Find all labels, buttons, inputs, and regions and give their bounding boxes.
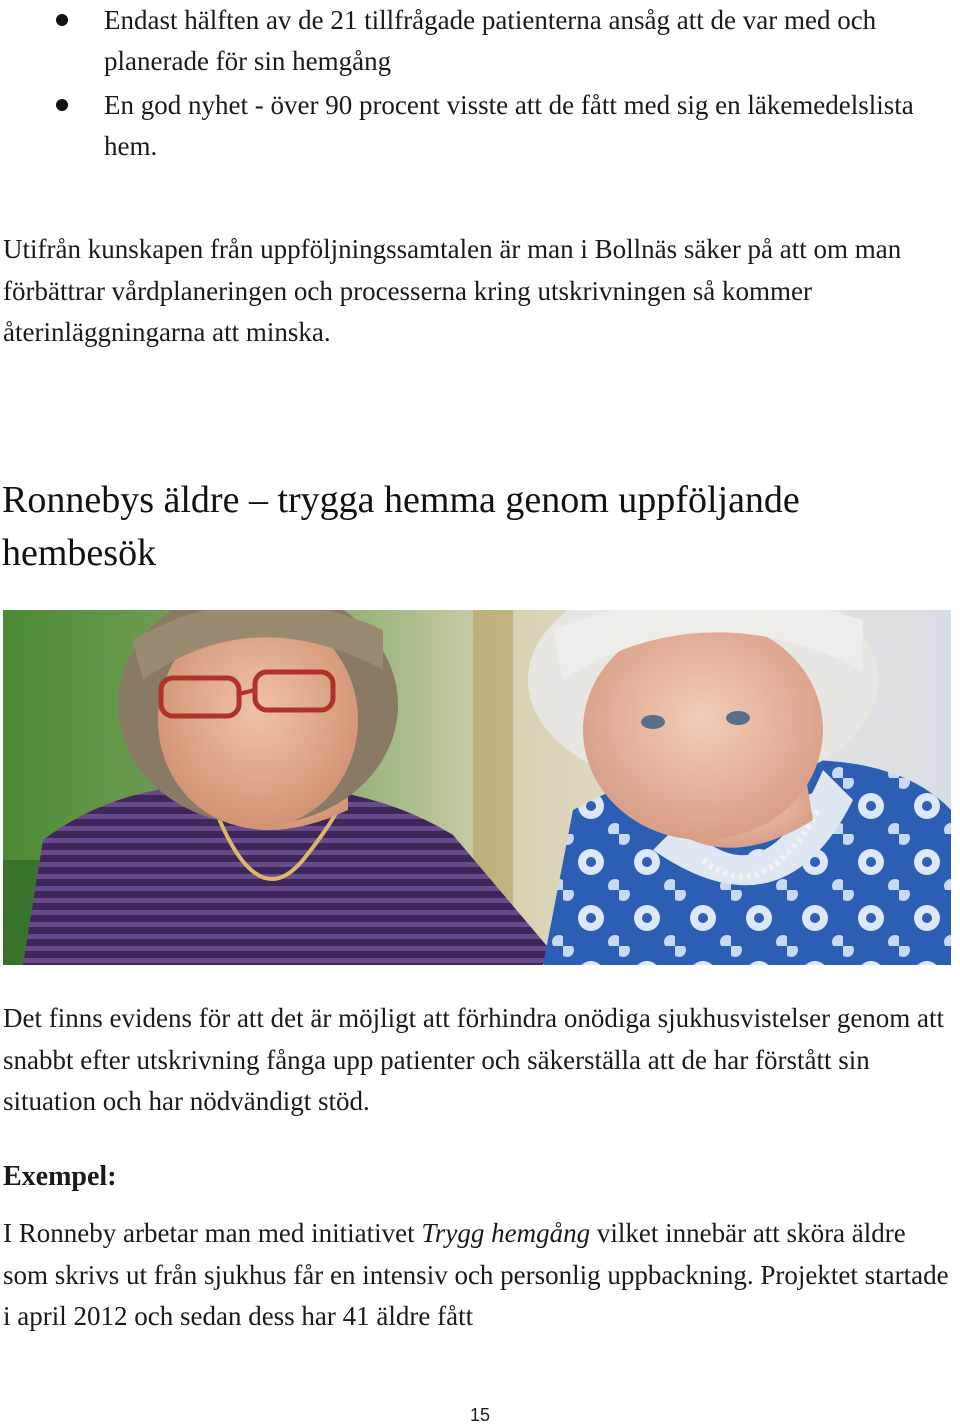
- paragraph-ronneby: [3, 1213, 953, 1338]
- photo-illustration: [3, 610, 951, 965]
- bullet-text: En god nyhet - över 90 procent visste att de fått med sig en läkemedelslista hem.: [104, 90, 914, 161]
- paragraph-text: I Ronneby arbetar man med initiativet: [3, 1218, 422, 1248]
- photo-two-women: [3, 610, 951, 965]
- paragraph-bollnas: Utifrån kunskapen från uppföljningssamtalen är man i Bollnäs säker på att om man förbättrar vårdplaneringen och processerna kring utskrivningen så kommer återinläggningarna att minska.: [3, 234, 902, 347]
- list-item: [0, 0, 960, 82]
- bullet-icon: [56, 14, 68, 26]
- paragraph-evidence: Det finns evidens för att det är möjligt att förhindra onödiga sjukhusvistelser genom att snabbt efter utskrivning fånga upp patienter och säkerställa att de har förstått sin situation och har nödvändigt stöd.: [3, 1003, 945, 1116]
- bullet-icon: [56, 99, 68, 111]
- initiative-name: Trygg hemgång: [421, 1218, 591, 1248]
- section-heading: Ronnebys äldre – trygga hemma genom uppföljande hembesök: [2, 479, 800, 574]
- page-number: 15: [469, 1405, 491, 1425]
- bullet-text: Endast hälften av de 21 tillfrågade patienterna ansåg att de var med och planerade för sin hemgång: [104, 5, 877, 76]
- paragraph-text: vilket innebär att sköra äldre som skrivs ut från sjukhus får en intensiv och personlig uppbackning. Projektet startade i april 2012 och sedan dess har 41 äldre fått: [3, 1218, 949, 1331]
- list-item: [0, 85, 960, 167]
- bullet-list: [0, 0, 960, 167]
- example-label: Exempel:: [3, 1161, 117, 1192]
